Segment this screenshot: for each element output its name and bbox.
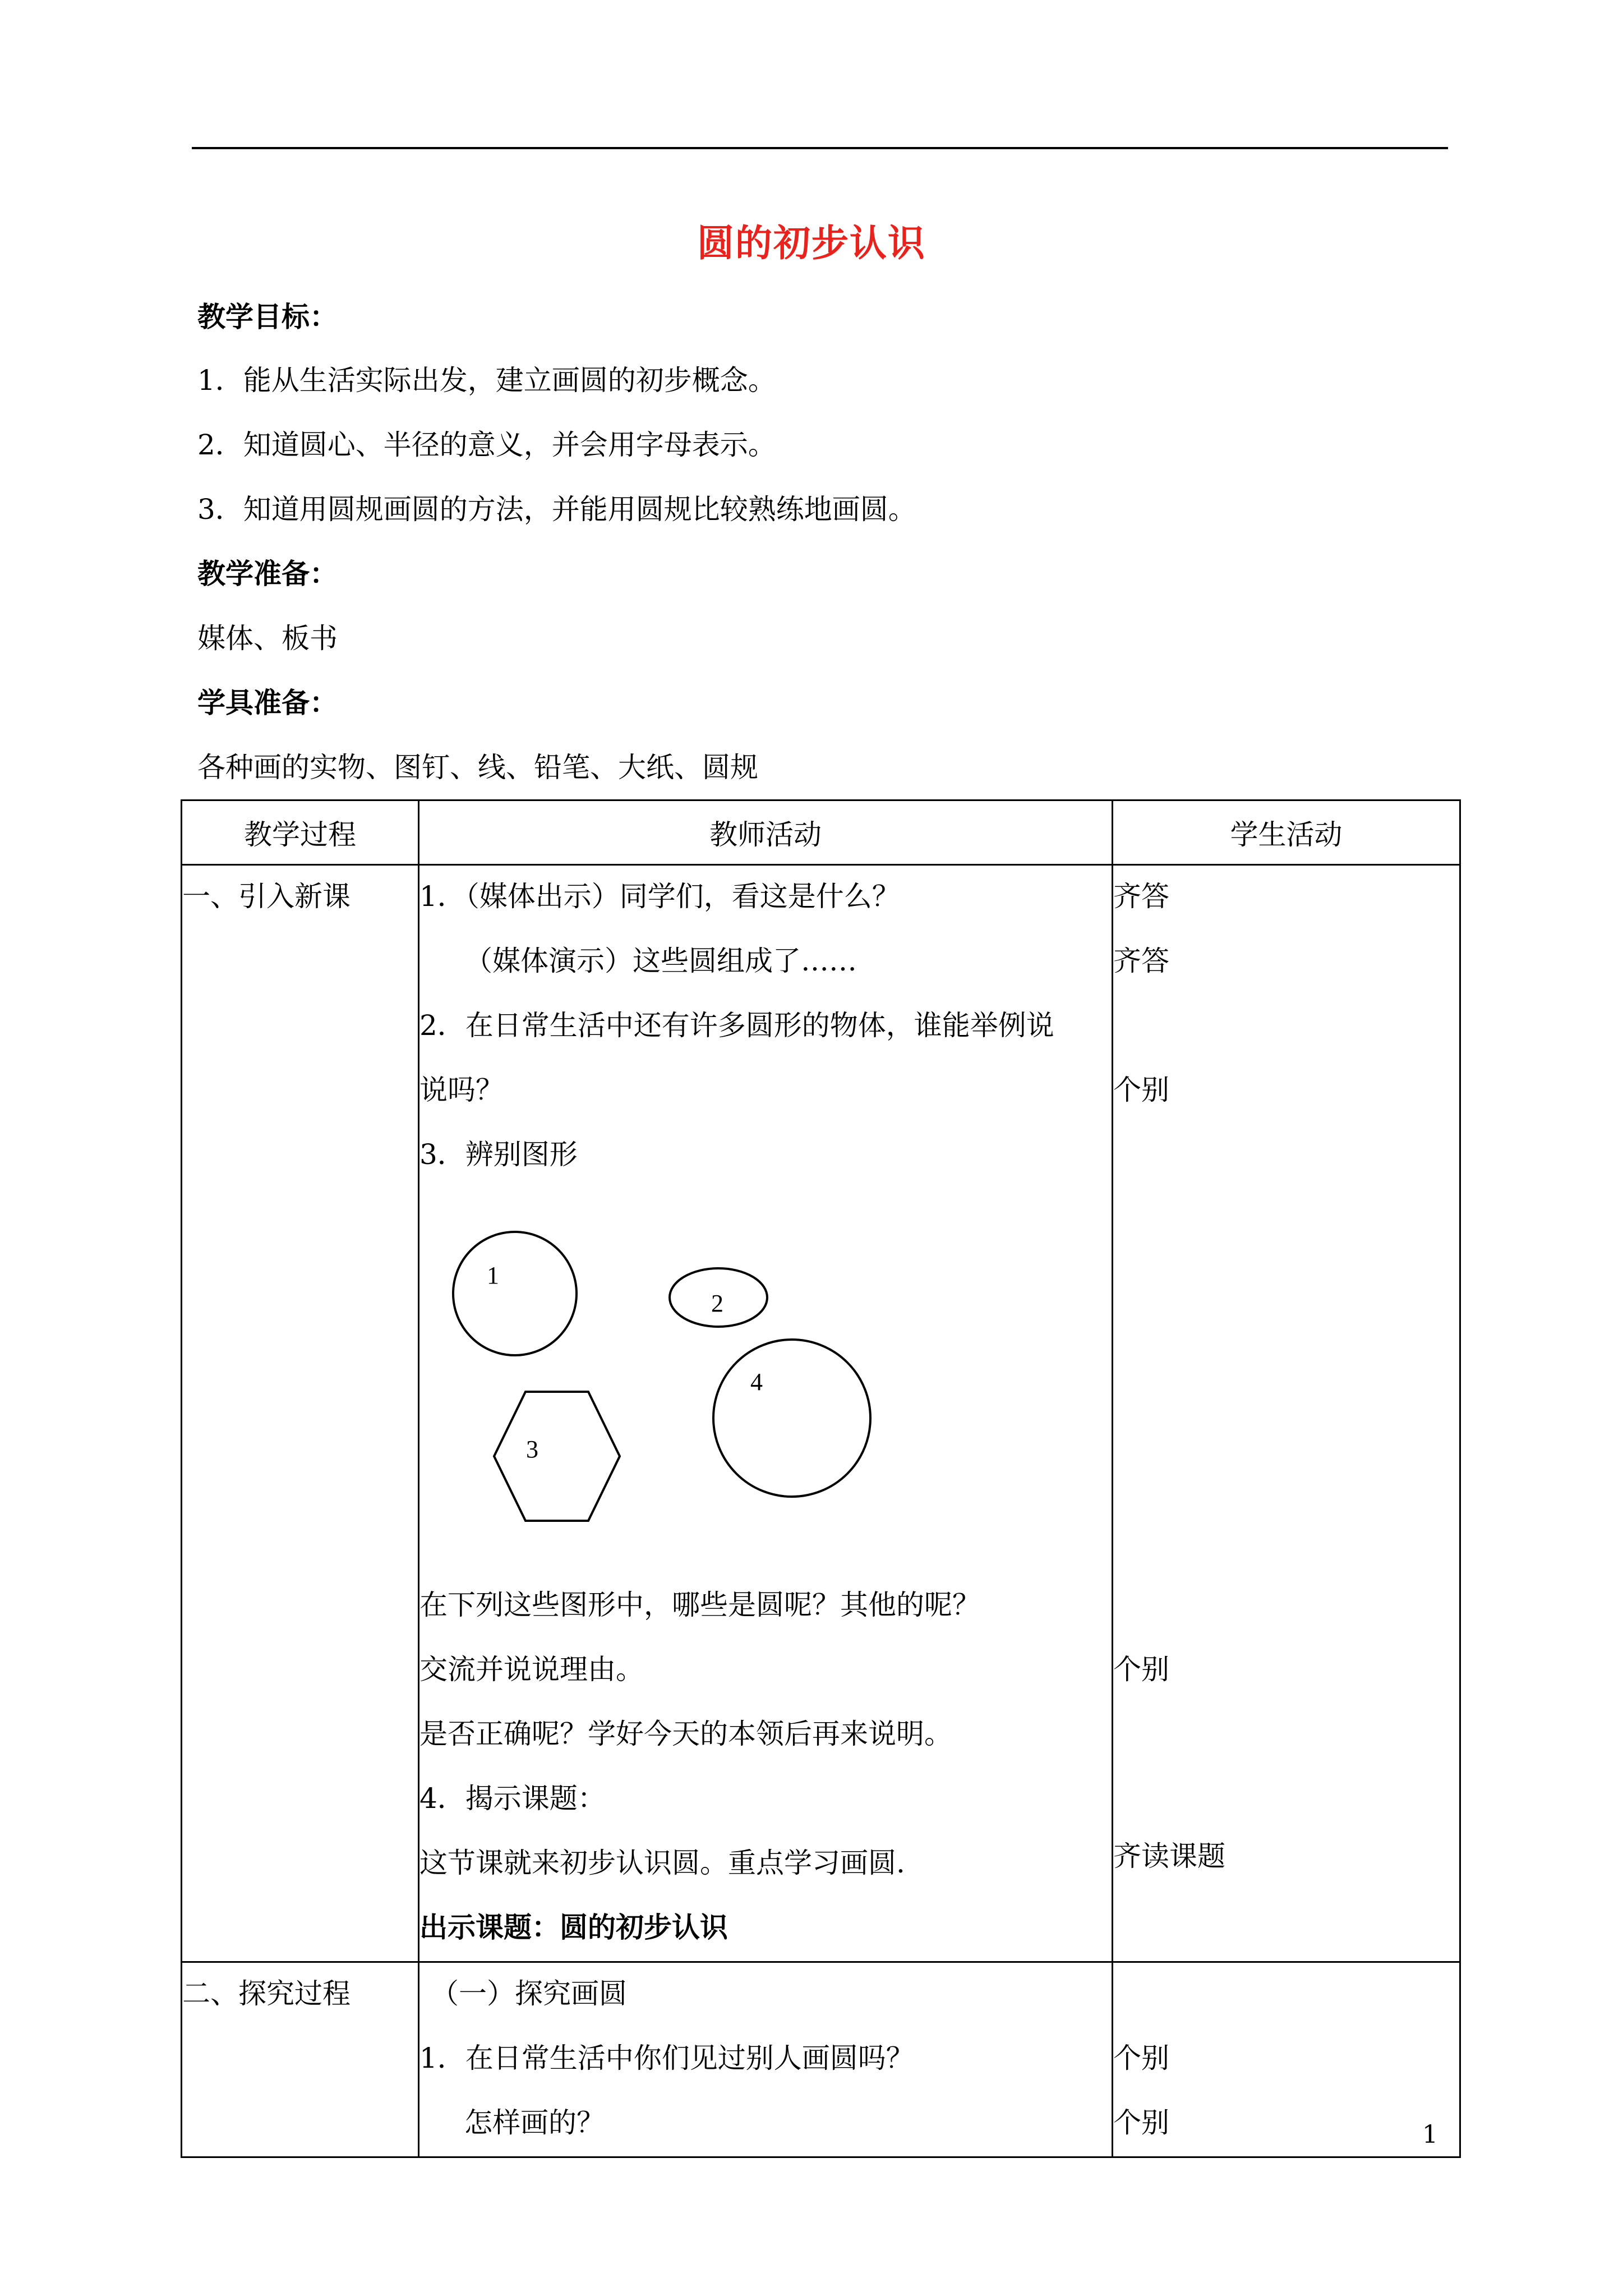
header-stage: 教学过程 [182,800,419,865]
student-line: 个别 [1113,2042,1169,2074]
teacher-line: 怎样画的？ [464,2106,605,2139]
shape-1-label: 1 [487,1262,499,1289]
teacher-line: 4．揭示课题： [419,1782,606,1815]
teacher-line: 交流并说说理由。 [419,1653,644,1686]
teacher-line: 说吗？ [419,1074,504,1106]
stage-label: 一、引入新课 [182,880,351,913]
teacher-line: 1．在日常生活中你们见过别人画圆吗？ [419,2042,914,2074]
student-line: 个别 [1113,1074,1169,1106]
shape-3-hexagon [494,1392,620,1521]
shape-1-circle [453,1232,577,1355]
teacher-line-topic: 出示课题：圆的初步认识 [419,1911,728,1944]
shapes-figure [419,1188,1112,1574]
stage-cell [182,865,419,1962]
teacher-line: 是否正确呢？学好今天的本领后再来说明。 [419,1718,952,1750]
table-row [182,865,1460,1962]
shapes-diagram [419,1188,924,1574]
objective-2: 2．知道圆心、半径的意义，并会用字母表示。 [197,429,776,461]
teacher-activity-cell [419,1962,1113,2157]
teaching-prep-content: 媒体、板书 [197,622,338,655]
table-row [182,1962,1460,2157]
student-activity-cell [1113,865,1460,1962]
page-title: 圆的初步认识 [697,221,926,265]
lesson-table [181,799,1461,2158]
stage-label: 二、探究过程 [182,1977,351,2010]
header-teacher: 教师活动 [419,800,1113,865]
teacher-line: 2．在日常生活中还有许多圆形的物体，谁能举例说 [419,1009,1054,1042]
teacher-line: 3．辨别图形 [419,1138,578,1171]
stage-cell [182,1962,419,2157]
teaching-prep-heading: 教学准备： [197,557,338,590]
student-line: 齐答 [1113,945,1169,977]
page-number: 1 [1422,2120,1438,2149]
teacher-activity-cell [419,865,1113,1962]
header-student: 学生活动 [1113,800,1460,865]
objective-1: 1．能从生活实际出发，建立画圆的初步概念。 [197,364,776,397]
student-prep-heading: 学具准备： [197,686,338,719]
teacher-line: 这节课就来初步认识圆。重点学习画圆. [419,1847,905,1879]
student-line: 齐答 [1113,880,1169,913]
header-rule [192,147,1448,149]
shape-4-circle [713,1340,870,1497]
student-activity-cell [1113,1962,1460,2157]
student-line: 齐读课题 [1113,1840,1225,1872]
teacher-line: （媒体演示）这些圆组成了…… [464,945,857,977]
shape-3-label: 3 [526,1435,538,1463]
student-line: 个别 [1113,1653,1169,1686]
shape-4-label: 4 [750,1368,763,1396]
teacher-line: 1．（媒体出示）同学们，看这是什么？ [419,880,900,913]
teacher-line: 在下列这些图形中，哪些是圆呢？其他的呢？ [419,1589,980,1621]
objectives-heading: 教学目标： [197,300,338,333]
student-line: 个别 [1113,2106,1169,2139]
table-header-row [182,800,1460,865]
objective-3: 3．知道用圆规画圆的方法，并能用圆规比较熟练地画圆。 [197,493,916,526]
teacher-line: （一）探究画圆 [431,1977,627,2010]
shape-2-label: 2 [711,1290,723,1317]
student-prep-content: 各种画的实物、图钉、线、铅笔、大纸、圆规 [197,751,758,784]
